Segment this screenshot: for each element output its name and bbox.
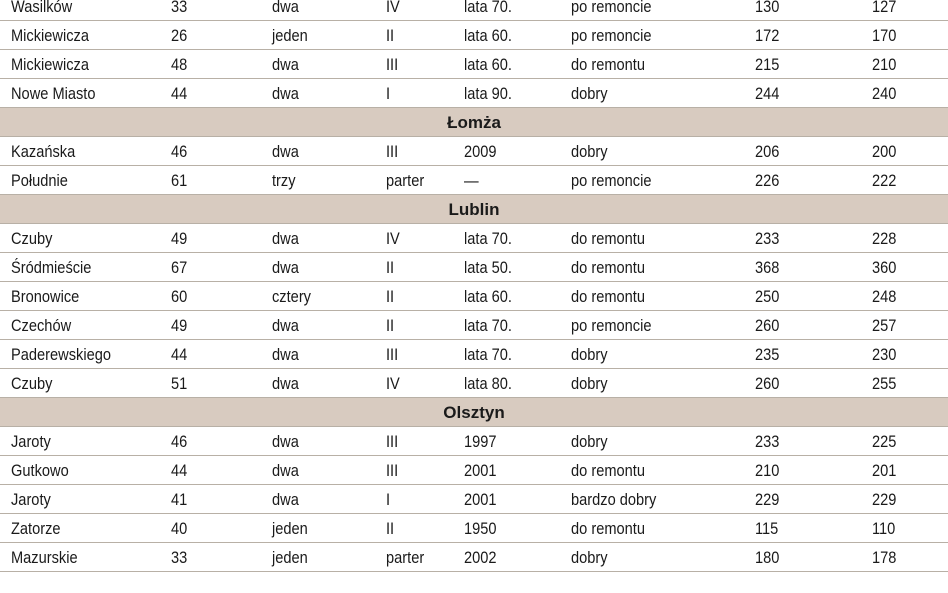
built-cell: lata 60. — [464, 55, 512, 74]
asking-price-cell: 180 — [755, 548, 780, 567]
transaction-price-cell: 127 — [872, 0, 897, 16]
rooms-cell: dwa — [272, 374, 299, 393]
built-cell: lata 70. — [464, 345, 512, 364]
rooms-cell: dwa — [272, 0, 299, 16]
area-cell: 67 — [171, 258, 188, 277]
city-header-row — [0, 108, 948, 137]
area-cell: 49 — [171, 229, 188, 248]
area-cell: 44 — [171, 461, 188, 480]
table-row — [0, 253, 948, 282]
district-cell: Zatorze — [11, 519, 61, 538]
asking-price-cell: 206 — [755, 142, 780, 161]
transaction-price-cell: 228 — [872, 229, 897, 248]
condition-cell: po remoncie — [571, 26, 652, 45]
table-row — [0, 514, 948, 543]
transaction-price-cell: 210 — [872, 55, 897, 74]
built-cell: 1997 — [464, 432, 497, 451]
area-cell: 33 — [171, 548, 188, 567]
condition-cell: dobry — [571, 84, 608, 103]
built-cell: lata 80. — [464, 374, 512, 393]
rooms-cell: dwa — [272, 316, 299, 335]
table-row — [0, 79, 948, 108]
asking-price-cell: 172 — [755, 26, 780, 45]
floor-cell: III — [386, 461, 399, 480]
transaction-price-cell: 178 — [872, 548, 897, 567]
district-cell: Bronowice — [11, 287, 80, 306]
condition-cell: do remontu — [571, 55, 645, 74]
condition-cell: dobry — [571, 345, 608, 364]
district-cell: Wasilków — [11, 0, 73, 16]
asking-price-cell: 368 — [755, 258, 780, 277]
condition-cell: dobry — [571, 374, 608, 393]
condition-cell: po remoncie — [571, 0, 652, 16]
transaction-price-cell: 201 — [872, 461, 897, 480]
rooms-cell: cztery — [272, 287, 311, 306]
city-name: Lublin — [448, 200, 500, 219]
floor-cell: III — [386, 55, 399, 74]
district-cell: Mickiewicza — [11, 26, 89, 45]
transaction-price-cell: 222 — [872, 171, 897, 190]
floor-cell: II — [386, 316, 395, 335]
transaction-price-cell: 360 — [872, 258, 897, 277]
transaction-price-cell: 248 — [872, 287, 897, 306]
district-cell: Czechów — [11, 316, 72, 335]
table-row — [0, 311, 948, 340]
built-cell: 2002 — [464, 548, 497, 567]
floor-cell: II — [386, 287, 395, 306]
asking-price-cell: 260 — [755, 316, 780, 335]
rooms-cell: jeden — [272, 26, 308, 45]
district-cell: Jaroty — [11, 432, 51, 451]
condition-cell: do remontu — [571, 461, 645, 480]
table-row — [0, 50, 948, 79]
asking-price-cell: 130 — [755, 0, 780, 16]
area-cell: 61 — [171, 171, 188, 190]
transaction-price-cell: 229 — [872, 490, 897, 509]
floor-cell: parter — [386, 548, 425, 567]
area-cell: 49 — [171, 316, 188, 335]
asking-price-cell: 226 — [755, 171, 780, 190]
table-row — [0, 21, 948, 50]
transaction-price-cell: 240 — [872, 84, 897, 103]
city-header-row — [0, 195, 948, 224]
district-cell: Mickiewicza — [11, 55, 89, 74]
city-name: Łomża — [447, 113, 501, 132]
floor-cell: IV — [386, 229, 400, 248]
area-cell: 51 — [171, 374, 188, 393]
district-cell: Południe — [11, 171, 68, 190]
rooms-cell: dwa — [272, 258, 299, 277]
floor-cell: II — [386, 258, 395, 277]
built-cell: — — [464, 171, 479, 190]
built-cell: 2001 — [464, 490, 497, 509]
table-row — [0, 224, 948, 253]
district-cell: Paderewskiego — [11, 345, 111, 364]
floor-cell: I — [386, 84, 391, 103]
condition-cell: do remontu — [571, 229, 645, 248]
asking-price-cell: 233 — [755, 432, 780, 451]
floor-cell: III — [386, 142, 399, 161]
floor-cell: IV — [386, 374, 400, 393]
rooms-cell: dwa — [272, 55, 299, 74]
asking-price-cell: 233 — [755, 229, 780, 248]
asking-price-cell: 244 — [755, 84, 780, 103]
rooms-cell: dwa — [272, 345, 299, 364]
condition-cell: dobry — [571, 432, 608, 451]
area-cell: 46 — [171, 432, 188, 451]
district-cell: Kazańska — [11, 142, 76, 161]
floor-cell: parter — [386, 171, 425, 190]
asking-price-cell: 229 — [755, 490, 780, 509]
district-cell: Czuby — [11, 229, 53, 248]
built-cell: lata 70. — [464, 0, 512, 16]
built-cell: lata 70. — [464, 229, 512, 248]
condition-cell: bardzo dobry — [571, 490, 657, 509]
transaction-price-cell: 110 — [872, 519, 896, 538]
area-cell: 40 — [171, 519, 188, 538]
floor-cell: III — [386, 345, 399, 364]
built-cell: 1950 — [464, 519, 497, 538]
transaction-price-cell: 170 — [872, 26, 897, 45]
area-cell: 26 — [171, 26, 188, 45]
area-cell: 46 — [171, 142, 188, 161]
built-cell: lata 50. — [464, 258, 512, 277]
area-cell: 44 — [171, 84, 188, 103]
district-cell: Śródmieście — [11, 258, 92, 277]
area-cell: 33 — [171, 0, 188, 16]
table-row — [0, 456, 948, 485]
table-row — [0, 485, 948, 514]
condition-cell: do remontu — [571, 519, 645, 538]
rooms-cell: dwa — [272, 461, 299, 480]
condition-cell: dobry — [571, 548, 608, 567]
table-row — [0, 427, 948, 456]
table-row — [0, 166, 948, 195]
built-cell: lata 60. — [464, 26, 512, 45]
floor-cell: II — [386, 519, 395, 538]
area-cell: 41 — [171, 490, 188, 509]
built-cell: 2001 — [464, 461, 497, 480]
table-row — [0, 137, 948, 166]
condition-cell: dobry — [571, 142, 608, 161]
transaction-price-cell: 255 — [872, 374, 897, 393]
area-cell: 60 — [171, 287, 188, 306]
asking-price-cell: 250 — [755, 287, 780, 306]
table-row — [0, 340, 948, 369]
city-name: Olsztyn — [443, 403, 505, 422]
floor-cell: III — [386, 432, 399, 451]
table-row — [0, 0, 948, 21]
floor-cell: I — [386, 490, 391, 509]
transaction-price-cell: 200 — [872, 142, 897, 161]
built-cell: 2009 — [464, 142, 497, 161]
district-cell: Jaroty — [11, 490, 51, 509]
transaction-price-cell: 230 — [872, 345, 897, 364]
table-row — [0, 543, 948, 572]
table-row — [0, 369, 948, 398]
condition-cell: po remoncie — [571, 316, 652, 335]
built-cell: lata 70. — [464, 316, 512, 335]
condition-cell: do remontu — [571, 258, 645, 277]
district-cell: Mazurskie — [11, 548, 78, 567]
district-cell: Czuby — [11, 374, 53, 393]
rooms-cell: jeden — [272, 519, 308, 538]
asking-price-cell: 260 — [755, 374, 780, 393]
floor-cell: II — [386, 26, 395, 45]
area-cell: 44 — [171, 345, 188, 364]
transaction-price-cell: 257 — [872, 316, 897, 335]
district-cell: Nowe Miasto — [11, 84, 96, 103]
asking-price-cell: 215 — [755, 55, 780, 74]
rooms-cell: dwa — [272, 142, 299, 161]
condition-cell: po remoncie — [571, 171, 652, 190]
district-cell: Gutkowo — [11, 461, 69, 480]
floor-cell: IV — [386, 0, 400, 16]
transaction-price-cell: 225 — [872, 432, 897, 451]
asking-price-cell: 115 — [755, 519, 779, 538]
asking-price-cell: 210 — [755, 461, 780, 480]
rooms-cell: dwa — [272, 490, 299, 509]
condition-cell: do remontu — [571, 287, 645, 306]
city-header-row — [0, 398, 948, 427]
rooms-cell: dwa — [272, 432, 299, 451]
built-cell: lata 60. — [464, 287, 512, 306]
asking-price-cell: 235 — [755, 345, 780, 364]
area-cell: 48 — [171, 55, 188, 74]
rooms-cell: dwa — [272, 229, 299, 248]
rooms-cell: jeden — [272, 548, 308, 567]
built-cell: lata 90. — [464, 84, 512, 103]
rooms-cell: dwa — [272, 84, 299, 103]
rooms-cell: trzy — [272, 171, 296, 190]
table-row — [0, 282, 948, 311]
